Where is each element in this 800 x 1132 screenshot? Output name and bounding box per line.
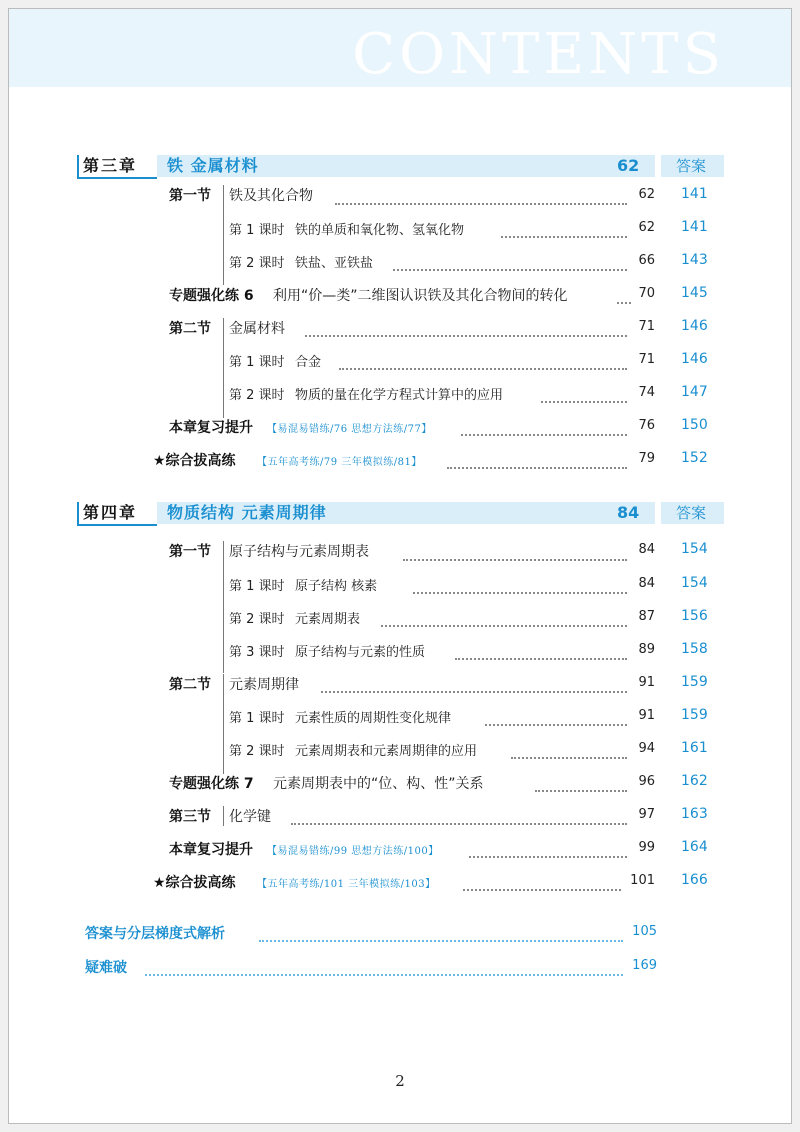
comprehensive-practice-label[interactable]: ★综合拔高练 bbox=[153, 875, 236, 891]
leader-dots bbox=[463, 889, 621, 891]
entry-page: 79 bbox=[638, 451, 655, 466]
section-divider bbox=[223, 318, 224, 418]
section-label: 第三节 bbox=[169, 809, 211, 825]
answers-header-label: 答案 bbox=[676, 157, 707, 175]
entry-page: 62 bbox=[638, 220, 655, 235]
entry-page: 89 bbox=[638, 642, 655, 657]
appendix-page: 105 bbox=[632, 924, 657, 939]
answer-page[interactable]: 152 bbox=[681, 450, 708, 466]
lesson-label: 第 1 课时 bbox=[229, 223, 285, 238]
leader-dots bbox=[617, 302, 631, 304]
chapter-page: 84 bbox=[617, 503, 640, 522]
answer-page[interactable]: 143 bbox=[681, 252, 708, 268]
special-practice-label: 专题强化练 6 bbox=[169, 288, 254, 304]
lesson-title[interactable]: 元素性质的周期性变化规律 bbox=[295, 711, 452, 726]
answer-page[interactable]: 159 bbox=[681, 707, 708, 723]
entry-page: 76 bbox=[638, 418, 655, 433]
section-title[interactable]: 化学键 bbox=[229, 809, 271, 825]
leader-dots bbox=[413, 592, 627, 594]
entry-page: 71 bbox=[638, 319, 655, 334]
leader-dots bbox=[145, 974, 623, 976]
lesson-title[interactable]: 铁的单质和氧化物、氢氧化物 bbox=[295, 223, 465, 238]
leader-dots bbox=[461, 434, 627, 436]
chapter-title: 铁 金属材料 bbox=[167, 156, 259, 175]
answer-page[interactable]: 164 bbox=[681, 839, 708, 855]
leader-dots bbox=[259, 940, 623, 942]
answers-appendix-title[interactable]: 答案与分层梯度式解析 bbox=[85, 926, 225, 942]
leader-dots bbox=[339, 368, 627, 370]
answer-page[interactable]: 154 bbox=[681, 575, 708, 591]
answer-page[interactable]: 141 bbox=[681, 186, 708, 202]
banner-word: CONTENTS bbox=[352, 22, 725, 87]
lesson-title[interactable]: 原子结构与元素的性质 bbox=[295, 645, 426, 660]
lesson-label: 第 2 课时 bbox=[229, 256, 285, 271]
special-practice-label: 专题强化练 7 bbox=[169, 776, 254, 792]
answer-page[interactable]: 154 bbox=[681, 541, 708, 557]
answer-page[interactable]: 146 bbox=[681, 351, 708, 367]
lesson-label: 第 1 课时 bbox=[229, 579, 285, 594]
answer-page[interactable]: 161 bbox=[681, 740, 708, 756]
special-practice-title[interactable]: 利用“价—类”二维图认识铁及其化合物间的转化 bbox=[273, 288, 568, 304]
leader-dots bbox=[291, 823, 627, 825]
entry-page: 101 bbox=[630, 873, 655, 888]
lesson-title[interactable]: 铁盐、亚铁盐 bbox=[295, 256, 374, 271]
leader-dots bbox=[335, 203, 627, 205]
answer-page[interactable]: 146 bbox=[681, 318, 708, 334]
chapter-label: 第三章 bbox=[83, 156, 138, 175]
chapter-label: 第四章 bbox=[83, 503, 138, 522]
section-divider bbox=[223, 806, 224, 826]
lesson-label: 第 3 课时 bbox=[229, 645, 285, 660]
lesson-label: 第 1 课时 bbox=[229, 355, 285, 370]
entry-page: 84 bbox=[638, 576, 655, 591]
lesson-title[interactable]: 合金 bbox=[295, 355, 322, 370]
entry-page: 84 bbox=[638, 542, 655, 557]
section-divider bbox=[223, 541, 224, 673]
entry-page: 74 bbox=[638, 385, 655, 400]
leader-dots bbox=[393, 269, 627, 271]
entry-page: 66 bbox=[638, 253, 655, 268]
entry-page: 91 bbox=[638, 708, 655, 723]
page-number: 2 bbox=[395, 1072, 405, 1090]
comprehensive-practice-label[interactable]: ★综合拔高练 bbox=[153, 453, 236, 469]
section-label: 第一节 bbox=[169, 544, 211, 560]
chapter-page: 62 bbox=[617, 156, 640, 175]
chapter-header[interactable] bbox=[77, 155, 724, 179]
comprehensive-practice-note: 【五年高考练/101 三年模拟练/103】 bbox=[257, 879, 436, 890]
lesson-label: 第 2 课时 bbox=[229, 744, 285, 759]
entry-page: 71 bbox=[638, 352, 655, 367]
lesson-label: 第 2 课时 bbox=[229, 388, 285, 403]
appendix-page: 169 bbox=[632, 958, 657, 973]
answer-page[interactable]: 147 bbox=[681, 384, 708, 400]
answer-page[interactable]: 163 bbox=[681, 806, 708, 822]
answers-header-label: 答案 bbox=[676, 504, 707, 522]
entry-page: 97 bbox=[638, 807, 655, 822]
contents-banner bbox=[9, 9, 791, 87]
chapter-title: 物质结构 元素周期律 bbox=[167, 503, 327, 522]
lesson-title[interactable]: 元素周期表和元素周期律的应用 bbox=[295, 744, 478, 759]
lesson-title[interactable]: 物质的量在化学方程式计算中的应用 bbox=[295, 388, 504, 403]
leader-dots bbox=[485, 724, 627, 726]
section-label: 第二节 bbox=[169, 321, 211, 337]
answer-page[interactable]: 166 bbox=[681, 872, 708, 888]
entry-page: 99 bbox=[638, 840, 655, 855]
answer-page[interactable]: 159 bbox=[681, 674, 708, 690]
section-title[interactable]: 元素周期律 bbox=[229, 677, 299, 693]
section-divider bbox=[223, 185, 224, 285]
chapter-review-note: 【易混易错练/76 思想方法练/77】 bbox=[267, 424, 432, 435]
special-practice-title[interactable]: 元素周期表中的“位、构、性”关系 bbox=[273, 776, 484, 792]
chapter-review-note: 【易混易错练/99 思想方法练/100】 bbox=[267, 846, 439, 857]
leader-dots bbox=[447, 467, 627, 469]
leader-dots bbox=[511, 757, 627, 759]
answer-page[interactable]: 156 bbox=[681, 608, 708, 624]
chapter-review-label[interactable]: 本章复习提升 bbox=[169, 842, 253, 858]
answer-page[interactable]: 150 bbox=[681, 417, 708, 433]
chapter-review-label[interactable]: 本章复习提升 bbox=[169, 420, 253, 436]
leader-dots bbox=[455, 658, 627, 660]
entry-page: 62 bbox=[638, 187, 655, 202]
chapter-header[interactable] bbox=[77, 502, 724, 526]
answer-page[interactable]: 162 bbox=[681, 773, 708, 789]
leader-dots bbox=[381, 625, 627, 627]
leader-dots bbox=[305, 335, 627, 337]
lesson-label: 第 1 课时 bbox=[229, 711, 285, 726]
entry-page: 70 bbox=[638, 286, 655, 301]
comprehensive-practice-note: 【五年高考练/79 三年模拟练/81】 bbox=[257, 457, 422, 468]
entry-page: 87 bbox=[638, 609, 655, 624]
answer-page[interactable]: 141 bbox=[681, 219, 708, 235]
answer-page[interactable]: 145 bbox=[681, 285, 708, 301]
section-title[interactable]: 金属材料 bbox=[229, 321, 285, 337]
leader-dots bbox=[403, 559, 627, 561]
difficulty-appendix-title[interactable]: 疑难破 bbox=[85, 960, 127, 976]
lesson-title[interactable]: 原子结构 核素 bbox=[295, 579, 378, 594]
toc-page bbox=[8, 8, 792, 1124]
section-divider bbox=[223, 674, 224, 774]
leader-dots bbox=[321, 691, 627, 693]
leader-dots bbox=[535, 790, 627, 792]
section-label: 第一节 bbox=[169, 188, 211, 204]
section-label: 第二节 bbox=[169, 677, 211, 693]
section-title[interactable]: 铁及其化合物 bbox=[229, 188, 313, 204]
leader-dots bbox=[469, 856, 627, 858]
answer-page[interactable]: 158 bbox=[681, 641, 708, 657]
lesson-label: 第 2 课时 bbox=[229, 612, 285, 627]
section-title[interactable]: 原子结构与元素周期表 bbox=[229, 544, 369, 560]
leader-dots bbox=[541, 401, 627, 403]
entry-page: 94 bbox=[638, 741, 655, 756]
entry-page: 96 bbox=[638, 774, 655, 789]
leader-dots bbox=[501, 236, 627, 238]
lesson-title[interactable]: 元素周期表 bbox=[295, 612, 361, 627]
entry-page: 91 bbox=[638, 675, 655, 690]
